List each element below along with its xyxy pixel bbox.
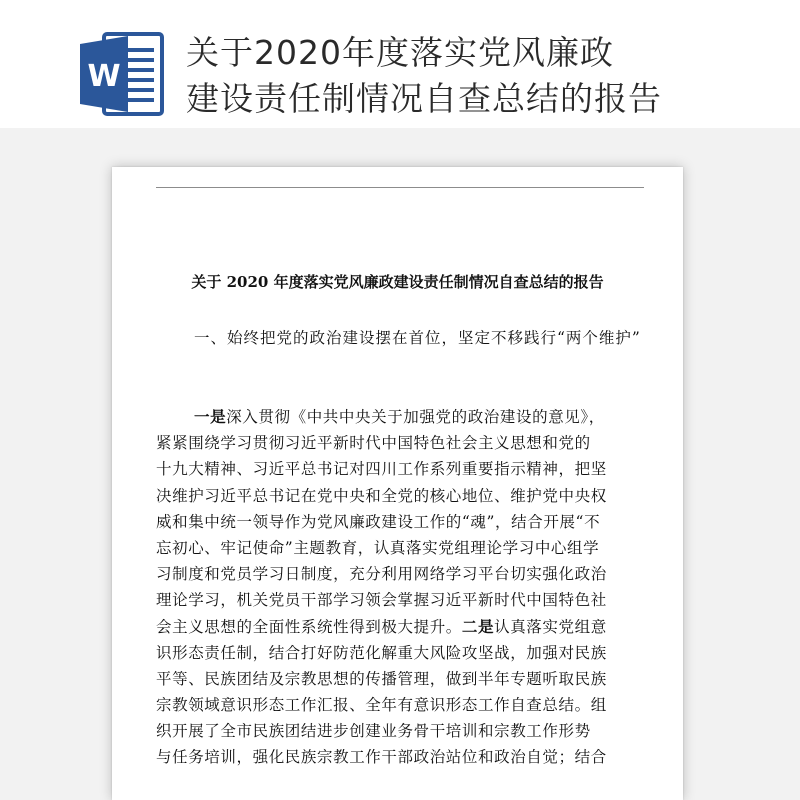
document-page [112,167,683,800]
paragraph-line: 平等、民族团结及宗教思想的传播管理，做到半年专题听取民族 [156,669,607,688]
paragraph-line: 与任务培训，强化民族宗教工作干部政治站位和政治自觉；结合 [156,748,607,767]
section-heading: 一、始终把党的政治建设摆在首位，坚定不移践行“两个维护” [194,329,641,347]
paragraph-line: 紧紧围绕学习贯彻习近平新时代中国特色社会主义思想和党的 [156,434,591,453]
document-heading: 关于 2020 年度落实党风廉政建设责任制情况自查总结的报告 [191,273,604,291]
paragraph-line: 宗教领域意识形态工作汇报、全年有意识形态工作自查总结。组 [156,696,607,715]
paragraph-line: 忘初心、牢记使命”主题教育，认真落实党组理论学习中心组学 [156,538,600,557]
paragraph-line: 织开展了全市民族团结进步创建业务骨干培训和宗教工作形势 [156,722,591,741]
paragraph-line: 识形态责任制，结合打好防范化解重大风险攻坚战，加强对民族 [156,643,607,662]
paragraph-line: 一是深入贯彻《中共中央关于加强党的政治建设的意见》， [194,407,605,426]
lead-label-1: 一是 [194,407,227,426]
title-line-2: 建设责任制情况自查总结的报告 [186,79,662,118]
header-rule [156,187,644,188]
paragraph-line: 会主义思想的全面性系统性得到极大提升。二是认真落实党组意 [156,616,607,636]
body-paragraph [156,404,656,771]
paragraph-line: 决维护习近平总书记在党中央和全党的核心地位、维护党中央权 [156,486,607,505]
paragraph-line: 理论学习，机关党员干部学习领会掌握习近平新时代中国特色社 [156,591,607,610]
paragraph-line: 十九大精神、习近平总书记对四川工作系列重要指示精神，把坚 [156,460,607,479]
word-document-icon [78,30,166,118]
paragraph-line: 威和集中统一领导作为党风廉政建设工作的“魂”，结合开展“不 [156,512,601,531]
title-line-1: 关于2020年度落实党风廉政 [186,33,614,72]
paragraph-line: 习制度和党员学习日制度，充分利用网络学习平台切实强化政治 [156,565,607,584]
word-icon-letter: W [87,59,121,94]
lead-label-2: 二是 [461,616,495,636]
page-title [186,30,786,122]
header [0,0,800,128]
